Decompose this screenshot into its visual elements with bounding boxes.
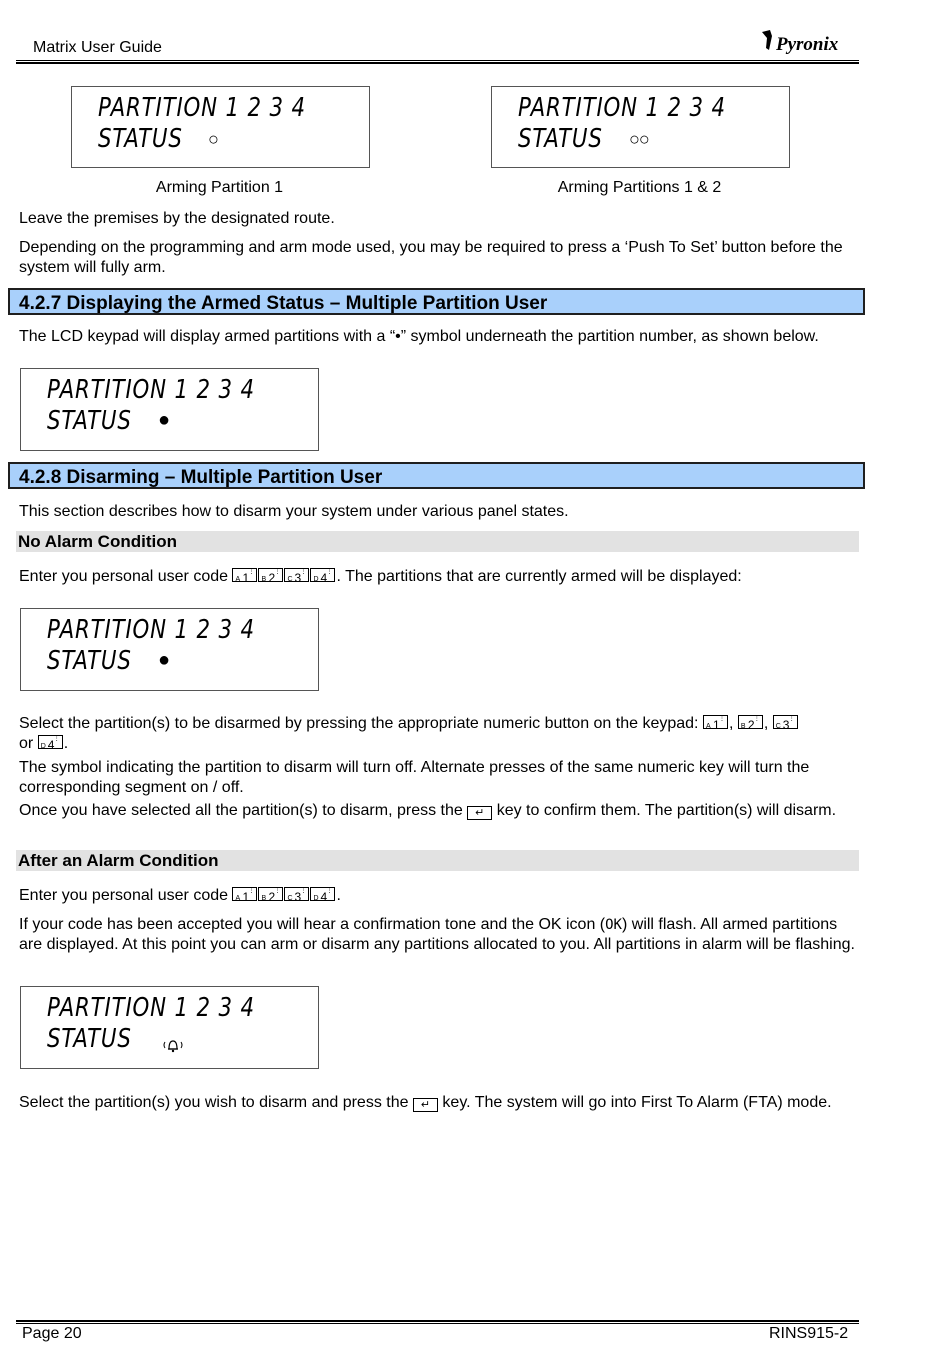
lcd-display-arming-1	[71, 86, 370, 168]
key-4-icon: D 4 ⋮	[310, 887, 335, 901]
or-text: or	[19, 735, 34, 752]
lcd-line-status: STATUS	[98, 124, 183, 154]
key-1-icon: A 1 ⋮	[232, 568, 257, 582]
header-title: Matrix User Guide	[33, 39, 162, 56]
enter-key-icon: ↵	[413, 1098, 438, 1112]
footer-rule	[16, 1323, 859, 1324]
header-rule	[16, 60, 859, 61]
lcd-display-armed-2	[20, 608, 319, 691]
header-rule-thick	[16, 62, 859, 64]
para-accepted	[19, 915, 859, 955]
key-2-icon: B 2 ⋮	[258, 568, 283, 582]
key-3-icon: C 3 ⋮	[284, 568, 309, 582]
para-once	[19, 801, 859, 821]
subheading-after-alarm: After an Alarm Condition	[16, 850, 859, 871]
select-disarm-text: Select the partition(s) you wish to disarm and press the	[19, 1094, 409, 1111]
key-4-icon: D 4 ⋮	[310, 568, 335, 582]
footer-rule-thick	[16, 1320, 859, 1322]
lcd-line-status: STATUS	[47, 646, 132, 676]
section-heading-428: 4.2.8 Disarming – Multiple Partition User	[8, 462, 865, 489]
lcd-line-partition: PARTITION 1 2 3 4	[47, 993, 255, 1023]
document-code: RINS915-2	[769, 1325, 849, 1342]
key-3-icon: C 3 ⋮	[773, 715, 798, 729]
enter-key-icon: ↵	[467, 806, 492, 820]
key-3-icon: C 3 ⋮	[284, 887, 309, 901]
para-describes: This section describes how to disarm your system under various panel states.	[19, 503, 569, 520]
key-1-icon: A 1 ⋮	[703, 715, 728, 729]
key-2-icon: B 2 ⋮	[258, 887, 283, 901]
para-select-disarm	[19, 1093, 859, 1113]
lcd-display-arming-1-2	[491, 86, 790, 168]
filled-circle-icon: ●	[158, 409, 171, 431]
enter-code-text: Enter you personal user code	[19, 887, 229, 904]
key-2-icon: B 2 ⋮	[738, 715, 763, 729]
filled-circle-icon: ●	[158, 649, 171, 671]
ok-icon: OK	[605, 917, 622, 933]
key-1-icon: A 1 ⋮	[232, 887, 257, 901]
lcd-line-status: STATUS	[518, 124, 603, 154]
caption-arming-1: Arming Partition 1	[155, 179, 284, 196]
once-text: Once you have selected all the partition(s) to disarm, press the	[19, 802, 463, 819]
enter-code-text: Enter you personal user code	[19, 568, 229, 585]
lcd-display-armed	[20, 368, 319, 451]
para-depending: Depending on the programming and arm mode used, you may be required to press a ‘Push To Set’ button before the system will fully arm.	[19, 239, 843, 276]
para-symbol-off: The symbol indicating the partition to disarm will turn off. Alternate presses of the same numeric key will turn the corresponding segment on / off.	[19, 759, 810, 796]
section-heading-427: 4.2.7 Displaying the Armed Status – Multiple Partition User	[8, 288, 865, 315]
page-number: Page 20	[22, 1325, 82, 1342]
open-circle-icon: ○	[208, 129, 219, 149]
subheading-no-alarm: No Alarm Condition	[16, 531, 859, 552]
para-leave: Leave the premises by the designated route.	[19, 210, 335, 227]
lcd-line-partition: PARTITION 1 2 3 4	[518, 93, 726, 123]
lcd-line-partition: PARTITION 1 2 3 4	[47, 615, 255, 645]
para-enter-code	[19, 567, 859, 587]
para-enter-code-2: Enter you personal user code A 1 ⋮ B 2 ⋮ C 3 ⋮ D 4 ⋮ .	[19, 887, 341, 904]
key-4-icon: D 4 ⋮	[38, 735, 63, 749]
pyronix-logo	[760, 28, 844, 56]
alarm-bell-icon	[161, 1037, 185, 1053]
lcd-display-alarm	[20, 986, 319, 1069]
lcd-line-status: STATUS	[47, 1024, 132, 1054]
open-circles-icon: ○○	[629, 129, 649, 149]
lcd-line-status: STATUS	[47, 406, 132, 436]
para-select: Select the partition(s) to be disarmed by pressing the appropriate numeric button on the keypad: A 1 ⋮ , B 2 ⋮ , C 3 ⋮ or D 4 ⋮ .	[19, 714, 859, 754]
lcd-line-partition: PARTITION 1 2 3 4	[98, 93, 306, 123]
select-text: Select the partition(s) to be disarmed by pressing the appropriate numeric button on the keypad:	[19, 715, 699, 732]
caption-arming-1-2: Arming Partitions 1 & 2	[557, 179, 722, 196]
accepted-text: If your code has been accepted you will hear a confirmation tone and the OK icon (	[19, 916, 606, 933]
enter-code-text-2: . The partitions that are currently armed will be displayed:	[336, 568, 742, 585]
once-text-2: key to confirm them. The partition(s) will disarm.	[496, 802, 837, 819]
svg-text:Pyronix: Pyronix	[776, 34, 839, 55]
select-disarm-text-2: key. The system will go into First To Alarm (FTA) mode.	[442, 1094, 832, 1111]
accepted-text-2: ) will flash. All armed partitions are displayed. At this point you can arm or disarm any partitions allocated to you. All partitions in alarm will be flashing.	[19, 916, 855, 953]
lcd-line-partition: PARTITION 1 2 3 4	[47, 375, 255, 405]
para-lcd-display: The LCD keypad will display armed partitions with a “•” symbol underneath the partition number, as shown below.	[19, 328, 819, 345]
